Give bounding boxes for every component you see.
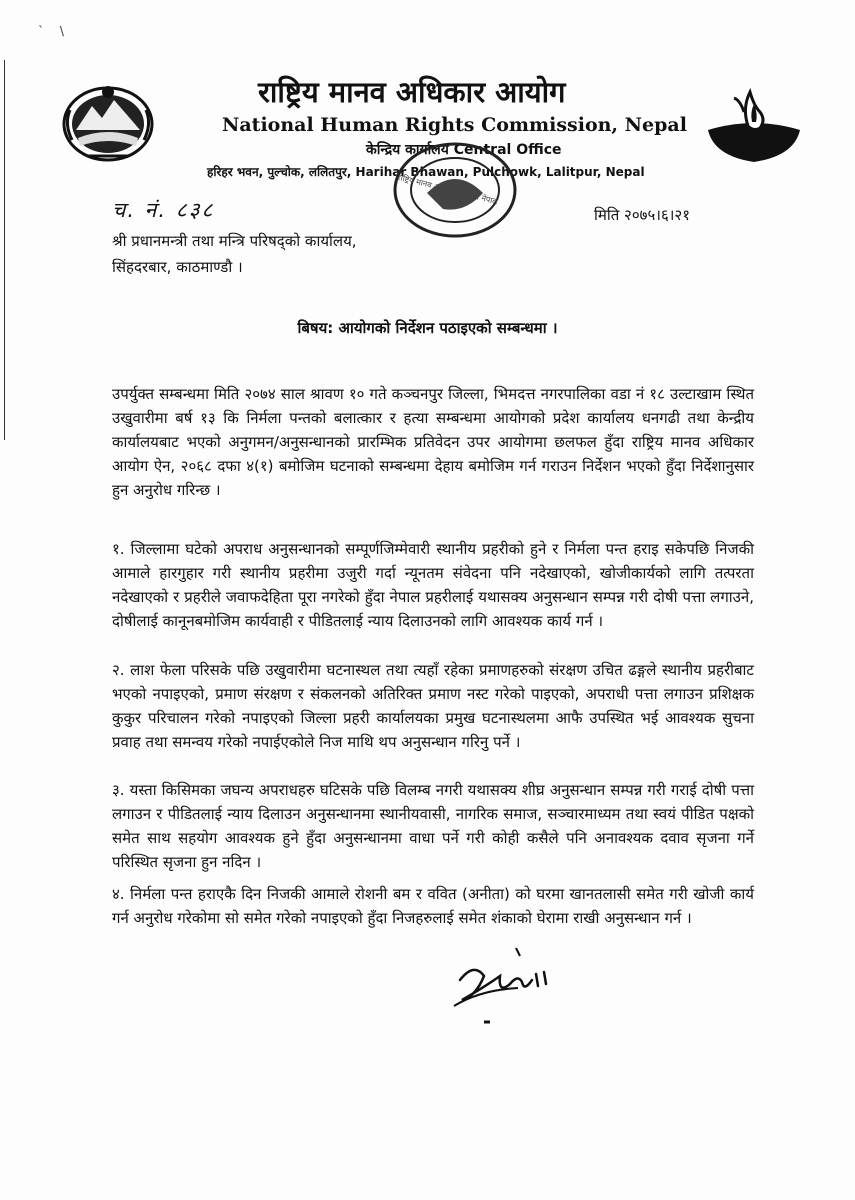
directive-point-2: २. लाश फेला परिसके पछि उखुवारीमा घटनास्थल तथा त्यहाँ रहेका प्रमाणहरुको संरक्षण उचित ढङ्गले स्थानीय प्रहरीबाट भएको नपाइएको, प्रमाण संरक्षण र संकलनको अतिरिक्त प्रमाण नस्ट गरेको पाइएको, अपराधी पत्ता लगाउन प्रशिक्षक कुकुर परिचालन गरेको नपाइएको जिल्ला प्रहरी कार्यालयका प्रमुख घटनास्थलमा आफै उपस्थित भई आवश्यक सुचना प्रवाह तथा समन्वय गरेको नपाईएकोले निज माथि थप अनुसन्धान गरिनु पर्ने । — [112, 661, 754, 751]
nepal-emblem-logo — [58, 80, 158, 169]
org-name-english: National Human Rights Commission, Nepal — [222, 114, 687, 136]
nhrc-logo — [704, 86, 804, 170]
org-name-nepali: राष्ट्रिय मानव अधिकार आयोग — [258, 75, 566, 109]
scan-marks: ` \ — [38, 24, 70, 38]
subject-line: बिषय: आयोगको निर्देशन पठाइएको सम्बन्धमा । — [297, 319, 558, 337]
handwritten-signature — [440, 940, 580, 1034]
directive-point-1: १. जिल्लामा घटेको अपराध अनुसन्धानको सम्पूर्णजिम्मेवारी स्थानीय प्रहरीको हुने र निर्मला पन्त हराइ सकेपछि निजकी आमाले हारगुहार गरी स्थानीय प्रहरीमा उजुरी गर्दा न्यूनतम संवेदना पनि नदेखाएको, खोजीकार्यको लागि तत्परता नदेखाएको र प्रहरीले जवाफदेहिता पूरा नगरेको हुँदा नेपाल प्रहरीलाई यथासक्य अनुसन्धान सम्पन्न गरी दोषी पत्ता लगाउने, दोषीलाई कानूनबमोजिम कार्यवाही र पीडितलाई न्याय दिलाउनको लागि आवश्यक कार्य गर्न । — [112, 540, 754, 630]
reference-number: च. नं. ८३८ — [112, 198, 215, 222]
recipient-line-1: श्री प्रधानमन्त्री तथा मन्त्रि परिषद्को कार्यालय, — [112, 232, 357, 250]
address-line: हरिहर भवन, पुल्चोक, ललितपुर, Harihar Bhawan, Pulchowk, Lalitpur, Nepal — [207, 165, 645, 179]
letter-date: मिति २०७५।६।२१ — [594, 206, 691, 224]
recipient-line-2: सिंहदरबार, काठमाण्डौ । — [112, 258, 243, 276]
directive-point-3: ३. यस्ता किसिमका जघन्य अपराधहरु घटिसके पछि विलम्ब नगरी यथासक्य शीघ्र अनुसन्धान सम्पन्न गरी गराई दोषी पत्ता लगाउन र पीडितलाई न्याय दिलाउन अनुसन्धानमा स्थानीयवासी, नागरिक समाज, सञ्चारमाध्यम तथा स्वयं पीडित पक्षको समेत साथ सहयोग आवश्यक हुने हुँदा अनुसन्धानमा वाधा पर्ने गरी कोही कसैले पनि अनावश्यक दवाव सृजना गर्ने परिस्थित सृजना हुन नदिन । — [112, 781, 754, 871]
recipient-block — [112, 228, 357, 280]
intro-paragraph: उपर्युक्त सम्बन्धमा मिति २०७४ साल श्रावण १० गते कञ्चनपुर जिल्ला, भिमदत्त नगरपालिका वडा नं १८ उल्टाखाम स्थित उखुवारीमा बर्ष १३ कि निर्मला पन्तको बलात्कार र हत्या सम्बन्धमा आयोगको प्रदेश कार्यालय धनगढी तथा केन्द्रीय कार्यालयबाट भएको अनुगमन/अनुसन्धानको प्रारम्भिक प्रतिवेदन उपर आयोगमा छलफल हुँदा राष्ट्रिय मानव अधिकार आयोग ऐन, २०६८ दफा ४(१) बमोजिम घटनाको सम्बन्धमा देहाय बमोजिम गर्न गराउन निर्देशन भएको हुँदा निर्देशानुसार हुन अनुरोध गरिन्छ । — [112, 385, 754, 499]
directive-point-4: ४. निर्मला पन्त हराएकै दिन निजकी आमाले रोशनी बम र ववित (अनीता) को घरमा खानतलासी समेत गरी खोजी कार्य गर्न अनुरोध गरेकोमा सो समेत गरेको नपाइएको हुँदा निजहरुलाई समेत शंकाको घेरामा राखी अनुसन्धान गर्न । — [112, 885, 754, 927]
office-nepali: केन्द्रिय कार्यालय — [366, 142, 449, 158]
office-english: Central Office — [453, 142, 562, 158]
stamp-text: राष्ट्रिय मानव अधिकार आयोग नेपाल — [396, 172, 499, 207]
margin-line — [4, 60, 5, 440]
